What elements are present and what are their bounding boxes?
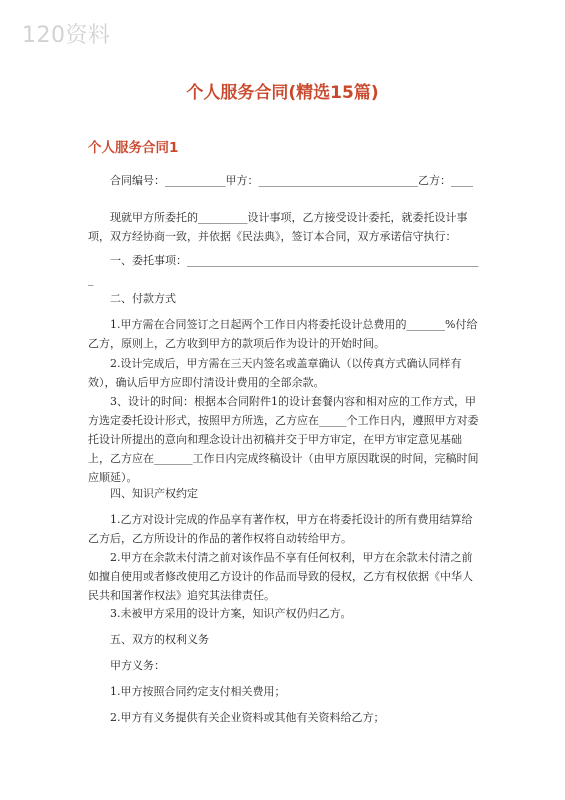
clause-design-time: 3、设计的时间：根据本合同附件1的设计套餐内容和相对应的工作方式，甲方选定委托设计形式，按照甲方所选，乙方应在_____个工作日内，遵照甲方对委托设计所提出的意向和理念设计出初稿并交于甲方审定，在甲方审定意见基础上，乙方应在_______工作日内完成终稿设计（由甲方原因耽误的时间，完稿时间应顺延）。 — [88, 395, 479, 484]
clause-payment-2: 2.设计完成后，甲方需在三天内签名或盖章确认（以传真方式确认同样有效），确认后甲方应即付清设计费用的全部余款。 — [88, 357, 462, 389]
party-a-obligation-2: 2.甲方有义务提供有关企业资料或其他有关资料给乙方； — [88, 711, 385, 724]
document-title: 个人服务合同(精选15篇) — [186, 83, 379, 103]
party-a-obligation-1: 1.甲方按照合同约定支付相关费用； — [88, 685, 286, 698]
contract-number-line: 合同编号：___________甲方：_____________________________乙方：____ — [88, 174, 473, 187]
clause-heading-ip: 四、知识产权约定 — [88, 487, 198, 500]
clause-ip-2: 2.甲方在余款未付清之前对该作品不享有任何权利，甲方在余款未付清之前如擅自使用或者修改使用乙方设计的作品而导致的侵权，乙方有权依据《中华人民共和国著作权法》追究其法律责任。 — [88, 551, 473, 602]
party-a-obligations-heading: 甲方义务： — [88, 659, 165, 672]
section-heading: 个人服务合同1 — [88, 140, 179, 156]
clause-heading-payment: 二、付款方式 — [88, 292, 176, 305]
clause-ip-1: 1.乙方对设计完成的作品享有著作权，甲方在将委托设计的所有费用结算给乙方后，乙方所设计的作品的著作权将自动转给甲方。 — [88, 513, 473, 545]
clause-payment-1: 1.甲方需在合同签订之日起两个工作日内将委托设计总费用的_______%付给乙方，原则上，乙方收到甲方的款项后作为设计的开始时间。 — [88, 318, 478, 350]
preamble-paragraph: 现就甲方所委托的_________设计事项，乙方接受设计委托，就委托设计事项，双方经协商一致，并依据《民法典》，签订本合同，双方承诺信守执行： — [88, 211, 468, 243]
clause-heading-rights: 五、双方的权利义务 — [88, 633, 209, 646]
watermark-logo: 120资料 — [22, 23, 111, 48]
clause-ip-3: 3.未被甲方采用的设计方案，知识产权仍归乙方。 — [88, 607, 352, 620]
clause-entrusted-matters: 一、委托事项：______________________________________________________ — [88, 254, 479, 286]
